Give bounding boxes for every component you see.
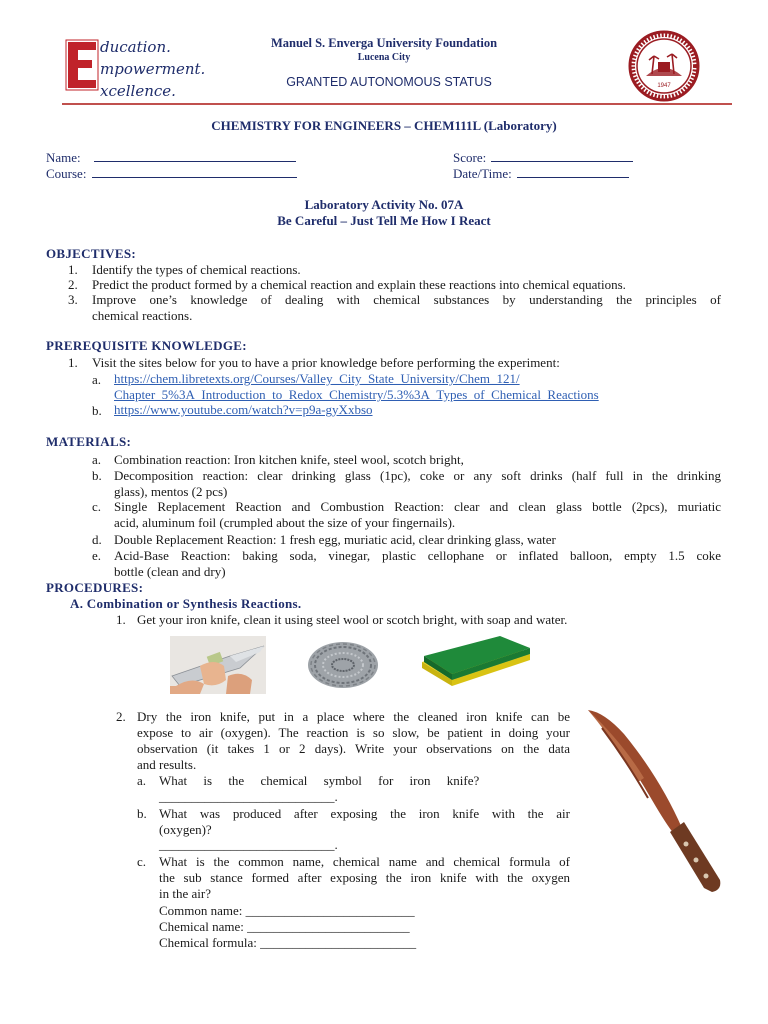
- objective-number-2: 2.: [68, 277, 78, 292]
- logo-line-1: ducation.: [100, 38, 171, 56]
- prereq-number-1: 1.: [68, 355, 78, 370]
- university-city: Lucena City: [357, 52, 411, 63]
- datetime-label: Date/Time:: [453, 166, 512, 181]
- link-libretexts-line-2[interactable]: Chapter_5%3A_Introduction_to_Redox_Chemistry/5.3%3A_Types_of_Chemical_Reactions: [114, 387, 599, 402]
- header-divider: [62, 103, 732, 105]
- link-youtube[interactable]: https://www.youtube.com/watch?v=p9a-gyXxbso: [114, 402, 373, 417]
- step-number-1: 1.: [116, 612, 126, 627]
- rusty-knife-image: [582, 708, 724, 894]
- step-2-line-3: observation (it takes 1 or 2 days). Write your observations on the data: [137, 741, 570, 756]
- autonomous-status: GRANTED AUTONOMOUS STATUS: [286, 75, 492, 89]
- course-label: Course:: [46, 166, 87, 181]
- question-a: What is the chemical symbol for iron knife?: [159, 773, 480, 788]
- chemical-name-field[interactable]: [159, 919, 410, 935]
- chemical-name-label: Chemical name:: [159, 919, 244, 934]
- step-2-line-2: expose to air (oxygen). The reaction is so slow, be patient in doing your: [137, 725, 570, 740]
- steel-wool-image: [306, 640, 380, 690]
- material-d: Double Replacement Reaction: 1 fresh egg, muriatic acid, clear drinking glass, water: [114, 532, 556, 547]
- material-b-continued: glass), mentos (2 pcs): [114, 484, 228, 499]
- objective-2: Predict the product formed by a chemical reaction and explain these reactions into chemical equations.: [92, 277, 626, 292]
- material-e: Acid-Base Reaction: baking soda, vinegar, plastic cellophane or inflated balloon, empty 1.5 coke: [114, 548, 721, 563]
- material-letter-a: a.: [92, 452, 102, 467]
- course-blank[interactable]: [92, 165, 297, 178]
- seal-year: 1947: [657, 83, 671, 89]
- logo-line-3: xcellence.: [100, 82, 176, 100]
- question-c-line-2: the sub stance formed after exposing the iron knife with the oxygen: [159, 870, 570, 885]
- question-b: What was produced after exposing the iron knife with the air: [159, 806, 570, 821]
- prerequisite-heading: PREREQUISITE KNOWLEDGE:: [46, 338, 247, 353]
- course-title: CHEMISTRY FOR ENGINEERS – CHEM111L (Laboratory): [211, 118, 557, 133]
- question-c-line-3: in the air?: [159, 886, 211, 901]
- knife-cleaning-image: [170, 636, 266, 694]
- prereq-item-1: Visit the sites below for you to have a prior knowledge before performing the experiment:: [92, 355, 560, 370]
- name-blank[interactable]: [94, 149, 296, 162]
- question-letter-c: c.: [137, 854, 147, 869]
- materials-heading: MATERIALS:: [46, 434, 132, 449]
- chemical-formula-label: Chemical formula:: [159, 935, 257, 950]
- objective-3: Improve one’s knowledge of dealing with chemical substances by understanding the principles of: [92, 292, 721, 307]
- step-2-line-4: and results.: [137, 757, 197, 772]
- university-name: Manuel S. Enverga University Foundation: [270, 36, 498, 50]
- material-e-continued: bottle (clean and dry): [114, 564, 226, 579]
- datetime-blank[interactable]: [517, 165, 629, 178]
- logo-line-2: mpowerment.: [100, 60, 206, 78]
- chemical-name-blank[interactable]: _________________________: [247, 919, 410, 934]
- prereq-letter-a: a.: [92, 372, 102, 387]
- step-2-line-1: Dry the iron knife, put in a place where the cleaned iron knife can be: [137, 709, 570, 724]
- step-1: Get your iron knife, clean it using steel wool or scotch bright, with soap and water.: [137, 612, 568, 627]
- common-name-blank[interactable]: __________________________: [245, 903, 415, 918]
- question-letter-a: a.: [137, 773, 147, 788]
- material-letter-c: c.: [92, 499, 102, 514]
- material-letter-e: e.: [92, 548, 102, 563]
- common-name-field[interactable]: [159, 903, 415, 919]
- score-field[interactable]: [453, 149, 633, 166]
- material-b: Decomposition reaction: clear drinking glass (1pc), coke or any soft drinks (half full in the drinking: [114, 468, 721, 483]
- section-a-heading: A. Combination or Synthesis Reactions.: [70, 596, 302, 611]
- answer-blank-a[interactable]: ___________________________.: [159, 789, 338, 804]
- step-number-2: 2.: [116, 709, 126, 724]
- prereq-letter-b: b.: [92, 403, 102, 418]
- score-blank[interactable]: [491, 149, 633, 162]
- link-libretexts-line-1[interactable]: https://chem.libretexts.org/Courses/Valley_City_State_University/Chem_121/: [114, 371, 520, 386]
- answer-blank-b[interactable]: ___________________________.: [159, 837, 338, 852]
- chemical-formula-blank[interactable]: ________________________: [260, 935, 417, 950]
- common-name-label: Common name:: [159, 903, 243, 918]
- score-label: Score:: [453, 150, 487, 165]
- objective-3-continued: chemical reactions.: [92, 308, 193, 323]
- name-field[interactable]: [46, 149, 296, 166]
- material-a: Combination reaction: Iron kitchen knife, steel wool, scotch bright,: [114, 452, 464, 467]
- activity-number: Laboratory Activity No. 07A: [304, 197, 464, 212]
- question-letter-b: b.: [137, 806, 147, 821]
- name-label: Name:: [46, 150, 81, 165]
- course-field[interactable]: [46, 165, 297, 182]
- question-c: What is the common name, chemical name and chemical formula of: [159, 854, 570, 869]
- material-c-continued: acid, aluminum foil (crumpled about the size of your fingernails).: [114, 515, 456, 530]
- material-letter-d: d.: [92, 532, 102, 547]
- activity-title: Be Careful – Just Tell Me How I React: [277, 213, 491, 228]
- material-c: Single Replacement Reaction and Combustion Reaction: clear and clean glass bottle (2pcs), muriatic: [114, 499, 721, 514]
- procedures-heading: PROCEDURES:: [46, 580, 144, 595]
- objective-1: Identify the types of chemical reactions.: [92, 262, 301, 277]
- datetime-field[interactable]: [453, 165, 629, 182]
- chemical-formula-field[interactable]: [159, 935, 416, 951]
- objective-number-1: 1.: [68, 262, 78, 277]
- scouring-pad-image: [420, 636, 532, 688]
- university-seal-icon: [628, 30, 700, 102]
- objective-number-3: 3.: [68, 292, 78, 307]
- material-letter-b: b.: [92, 468, 102, 483]
- objectives-heading: OBJECTIVES:: [46, 246, 136, 261]
- question-b-continued: (oxygen)?: [159, 822, 212, 837]
